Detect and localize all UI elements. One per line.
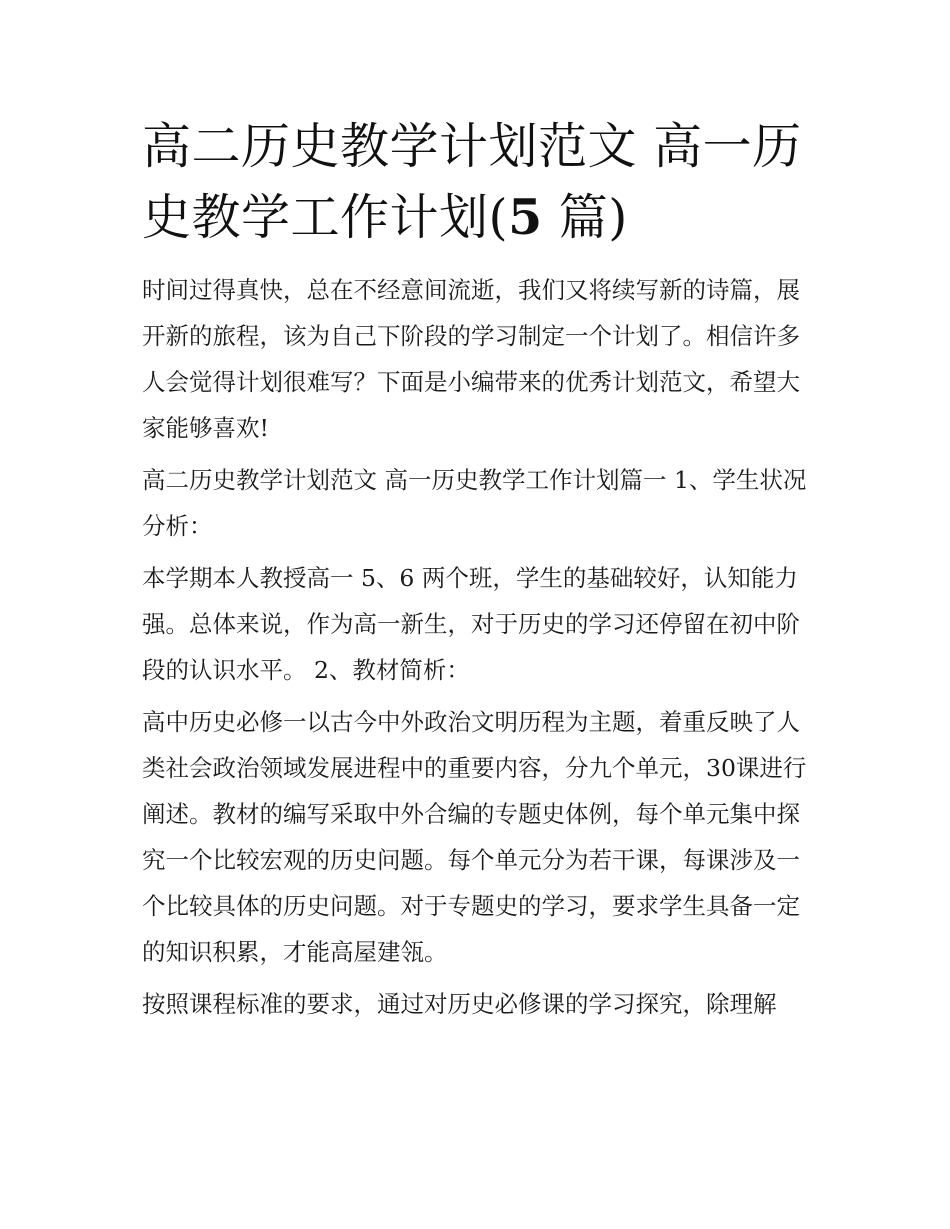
title-line-2-suffix: 篇): [542, 189, 628, 246]
student-analysis-paragraph: 本学期本人教授高一 5、6 两个班，学生的基础较好，认知能力强。总体来说，作为高一新生，对于历史的学习还停留在初中阶段的认识水平。 2、教材简析：: [142, 564, 800, 684]
intro-paragraph: 时间过得真快，总在不经意间流逝，我们又将续写新的诗篇，展开新的旅程，该为自己下阶段的学习制定一个计划了。相信许多人会觉得计划很难写？下面是小编带来的优秀计划范文，希望大家能够喜欢!: [142, 276, 800, 442]
textbook-analysis-paragraph: 高中历史必修一以古今中外政治文明历程为主题，着重反映了人类社会政治领域发展进程中的重要内容，分九个单元，30课进行阐述。教材的编写采取中外合编的专题史体例，每个单元集中探究一个比较宏观的历史问题。每个单元分为若干课，每课涉及一个比较具体的历史问题。对于专题史的学习，要求学生具备一定的知识积累，才能高屋建瓴。: [142, 708, 807, 966]
document-title: [142, 112, 822, 253]
title-line-2-number: 5: [508, 188, 543, 246]
section-heading-paragraph: 高二历史教学计划范文 高一历史教学工作计划篇一 1、学生状况分析：: [142, 466, 807, 540]
curriculum-standard-paragraph: 按照课程标准的要求，通过对历史必修课的学习探究，除理解: [142, 990, 777, 1018]
document-body: [142, 112, 822, 1033]
title-line-2-prefix: 史教学工作计划(: [142, 189, 509, 246]
title-line-1: 高二历史教学计划范文 高一历: [142, 118, 802, 175]
